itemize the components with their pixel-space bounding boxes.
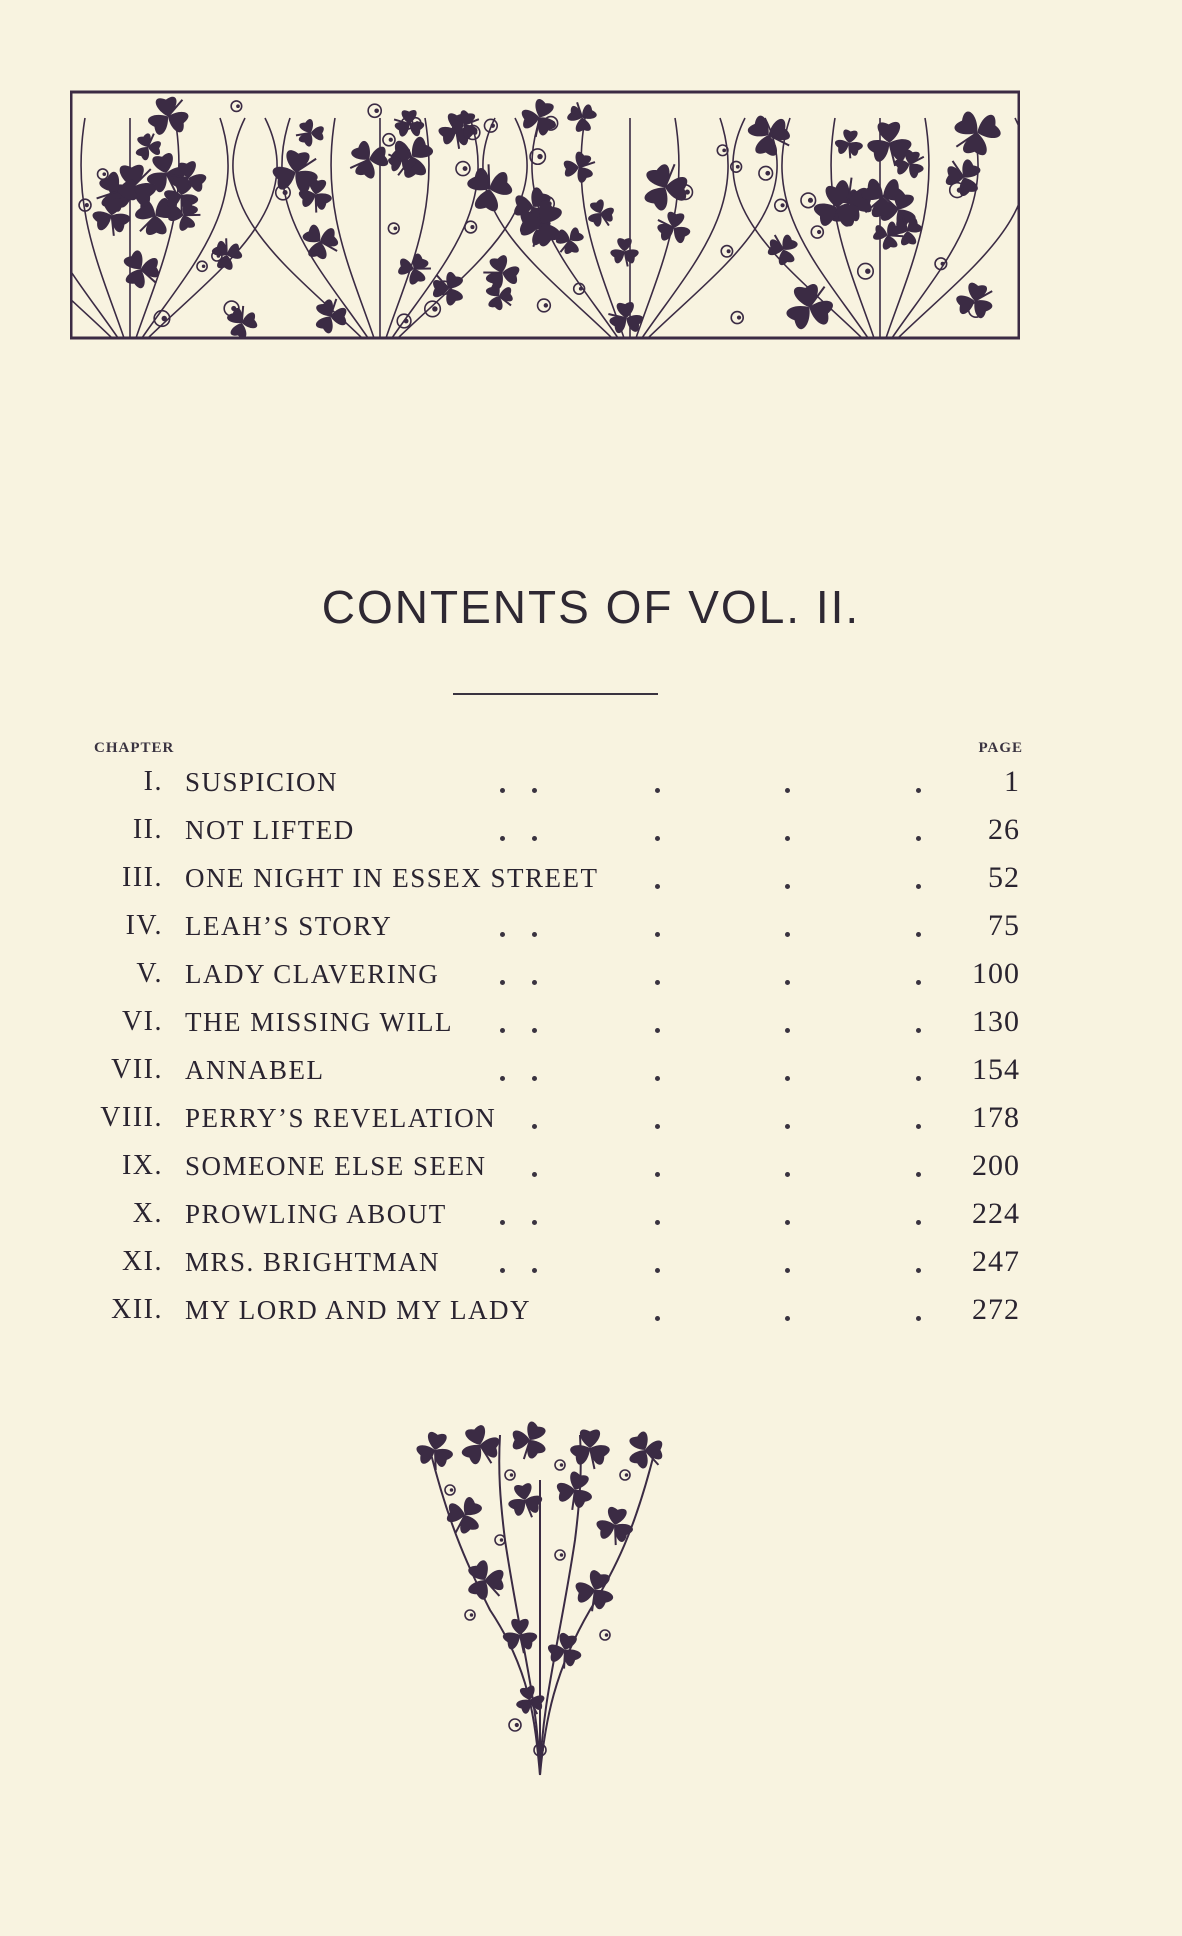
page-number: 200 [972, 1149, 1020, 1182]
leader-dot [655, 1316, 660, 1321]
leader-dot [916, 788, 921, 793]
leader-dot [916, 884, 921, 889]
title-divider [453, 693, 658, 695]
chapter-number: II. [132, 814, 163, 845]
chapter-number: VI. [121, 1006, 163, 1037]
chapter-number: IX. [121, 1150, 163, 1181]
toc-row [0, 950, 1182, 998]
page-number: 178 [972, 1101, 1020, 1134]
page-number: 130 [972, 1005, 1020, 1038]
leader-dot [655, 884, 660, 889]
chapter-title: ANNABEL [185, 1055, 325, 1085]
chapter-title: NOT LIFTED [185, 815, 355, 845]
leader-dot [532, 1220, 537, 1225]
leader-dot [532, 788, 537, 793]
page-number: 26 [988, 813, 1020, 846]
leader-dot [655, 980, 660, 985]
leader-dot [655, 788, 660, 793]
chapter-number: VII. [111, 1054, 163, 1085]
leader-dot [785, 1220, 790, 1225]
chapter-title: MY LORD AND MY LADY [185, 1295, 532, 1325]
leader-dot [655, 1268, 660, 1273]
leader-dot [532, 1124, 537, 1129]
toc-row [0, 1190, 1182, 1238]
toc-row [0, 998, 1182, 1046]
leader-dot [655, 1028, 660, 1033]
leader-dot [500, 1076, 505, 1081]
leader-dot [785, 884, 790, 889]
toc-row [0, 1238, 1182, 1286]
leader-dot [655, 1172, 660, 1177]
leader-dot [785, 1268, 790, 1273]
page-number: 154 [972, 1053, 1020, 1086]
chapter-title: PERRY’S REVELATION [185, 1103, 497, 1133]
leader-dot [785, 788, 790, 793]
page-number: 100 [972, 957, 1020, 990]
toc-row [0, 1046, 1182, 1094]
leader-dot [916, 1028, 921, 1033]
chapter-number: IV. [125, 910, 163, 941]
leader-dot [655, 932, 660, 937]
leader-dot [916, 1172, 921, 1177]
clover-tailpiece-icon [410, 1420, 670, 1780]
page-column-header: PAGE [978, 740, 1023, 756]
toc-row [0, 854, 1182, 902]
clover-vine-border-icon [70, 88, 1020, 342]
toc-row [0, 806, 1182, 854]
leader-dot [532, 1172, 537, 1177]
leader-dot [785, 1028, 790, 1033]
chapter-number: VIII. [100, 1102, 163, 1133]
leader-dot [532, 1268, 537, 1273]
leader-dot [500, 1220, 505, 1225]
leader-dot [655, 1220, 660, 1225]
leader-dot [916, 1124, 921, 1129]
chapter-title: SUSPICION [185, 767, 339, 797]
toc-row [0, 902, 1182, 950]
leader-dot [785, 1124, 790, 1129]
leader-dot [655, 1124, 660, 1129]
leader-dot [916, 836, 921, 841]
leader-dot [785, 836, 790, 841]
chapter-title: MRS. BRIGHTMAN [185, 1247, 441, 1277]
leader-dot [916, 980, 921, 985]
leader-dot [500, 836, 505, 841]
leader-dot [916, 932, 921, 937]
toc-row [0, 1286, 1182, 1334]
chapter-title: LEAH’S STORY [185, 911, 393, 941]
chapter-number: III. [122, 862, 163, 893]
leader-dot [785, 980, 790, 985]
chapter-number: I. [143, 766, 163, 797]
page-title: CONTENTS OF VOL. II. [321, 581, 861, 633]
leader-dot [916, 1268, 921, 1273]
leader-dot [500, 788, 505, 793]
leader-dot [532, 1028, 537, 1033]
chapter-number: XII. [111, 1294, 163, 1325]
chapter-title: PROWLING ABOUT [185, 1199, 447, 1229]
leader-dot [916, 1316, 921, 1321]
page-number: 272 [972, 1293, 1020, 1326]
leader-dot [785, 1076, 790, 1081]
chapter-title: ONE NIGHT IN ESSEX STREET [185, 863, 599, 893]
leader-dot [500, 932, 505, 937]
leader-dot [500, 1268, 505, 1273]
page-number: 75 [988, 909, 1020, 942]
leader-dot [916, 1076, 921, 1081]
leader-dot [916, 1220, 921, 1225]
leader-dot [655, 836, 660, 841]
chapter-number: V. [136, 958, 163, 989]
leader-dot [655, 1076, 660, 1081]
toc-row [0, 758, 1182, 806]
chapter-column-header: CHAPTER [94, 740, 175, 756]
chapter-title: THE MISSING WILL [185, 1007, 453, 1037]
page-number: 1 [1004, 765, 1020, 798]
chapter-number: X. [132, 1198, 163, 1229]
leader-dot [532, 932, 537, 937]
page-number: 52 [988, 861, 1020, 894]
leader-dot [532, 1076, 537, 1081]
page-number: 224 [972, 1197, 1020, 1230]
leader-dot [532, 980, 537, 985]
leader-dot [785, 1172, 790, 1177]
toc-row [0, 1142, 1182, 1190]
leader-dot [500, 1028, 505, 1033]
chapter-title: LADY CLAVERING [185, 959, 440, 989]
toc-row [0, 1094, 1182, 1142]
leader-dot [785, 932, 790, 937]
chapter-number: XI. [121, 1246, 163, 1277]
leader-dot [785, 1316, 790, 1321]
leader-dot [532, 836, 537, 841]
table-of-contents [0, 758, 1182, 1334]
page-number: 247 [972, 1245, 1020, 1278]
leader-dot [500, 980, 505, 985]
chapter-title: SOMEONE ELSE SEEN [185, 1151, 487, 1181]
